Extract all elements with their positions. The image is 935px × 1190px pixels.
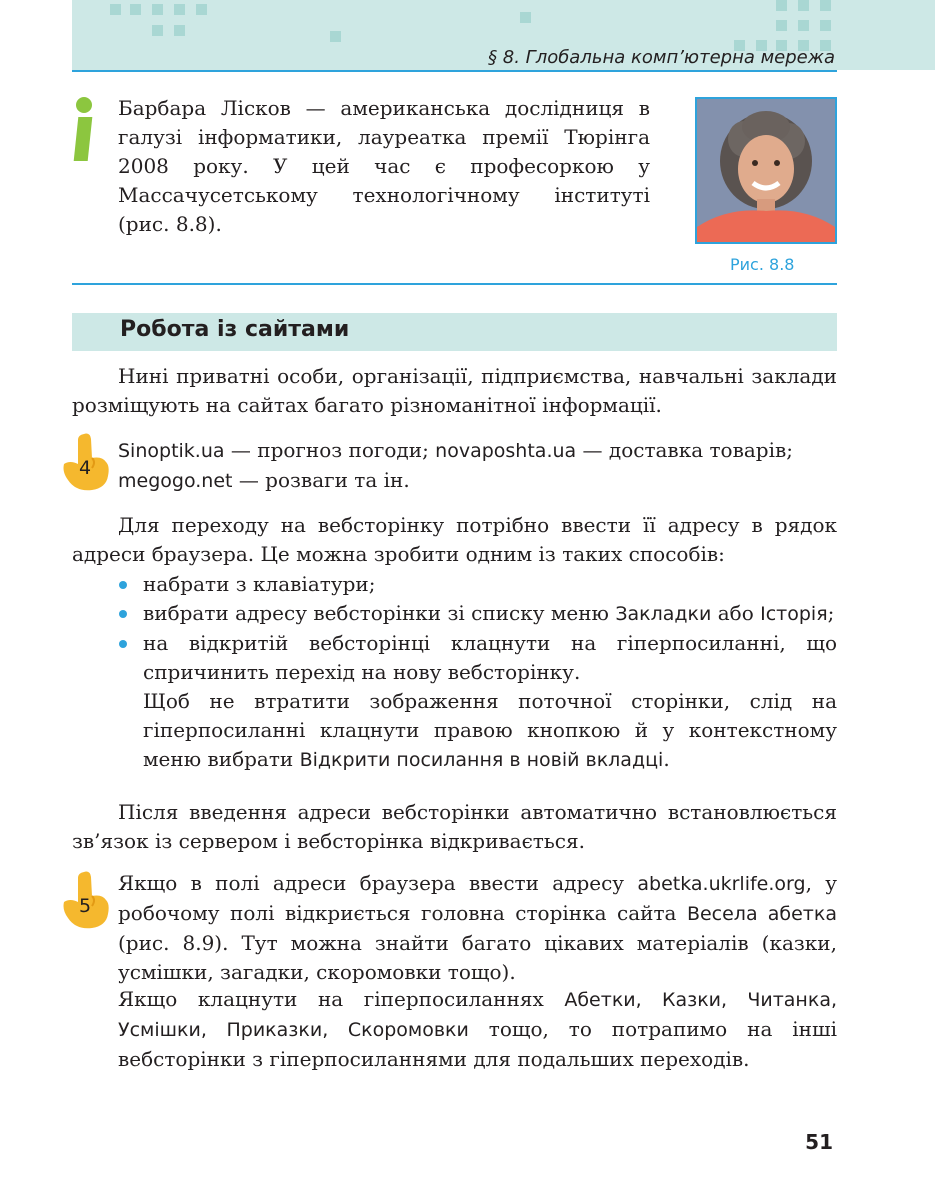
menu-term: Відкрити посилання в новій вкладці	[299, 749, 664, 771]
transition-paragraph: Для переходу на вебсторінку потрібно ввести її адресу в рядок адреси браузера. Це можна зробити одним із таких способів:	[72, 513, 837, 566]
site-name: novaposhta.ua	[435, 440, 577, 462]
menu-term: Історія	[760, 603, 828, 625]
site-name: abetka.ukrlife.org	[637, 873, 806, 895]
section-divider	[72, 283, 837, 285]
list-item: набрати з клавіатури;	[117, 570, 837, 599]
decor-square	[776, 0, 787, 11]
page-number: 51	[805, 1130, 833, 1154]
decor-square	[820, 20, 831, 31]
decor-square	[820, 0, 831, 11]
figure-caption: Рис. 8.8	[730, 255, 795, 274]
decor-square	[520, 12, 531, 23]
example-5-paragraph-1: Якщо в полі адреси браузера ввести адресу abetka.ukrlife.org, у робочому полі відкриється головна сторінка сайта Весела абетка (рис. 8.9). Тут можна знайти багато цікавих матеріалів (казки, усмішки, загадки, скоромовки тощо).	[118, 871, 838, 984]
site-title: Весела абетка	[686, 903, 837, 925]
intro-paragraph: Нині приватні особи, організації, підприємства, навчальні заклади розміщують на сайтах багато різноманітної інформації.	[72, 364, 837, 417]
example-5-paragraph-2: Якщо клацнути на гіперпосиланнях Абетки, Казки, Читанка, Усмішки, Приказки, Скоромовки тощо, то потрапимо на інші вебсторінки з гіперпосиланнями для подальших переходів.	[118, 987, 837, 1071]
example-number: 5	[78, 895, 92, 917]
decor-square	[152, 25, 163, 36]
decor-square	[130, 4, 141, 15]
decor-square	[776, 20, 787, 31]
decor-square	[798, 20, 809, 31]
info-text: Барбара Лісков — американська дослідниця в галузі інформатики, лауреатка премії Тюрінга 2008 року. У цей час є професоркою у Массачусетському технологічному інституті (рис. 8.8).	[118, 96, 650, 236]
section-title: Робота із сайтами	[120, 317, 350, 342]
site-name: megogo.net	[118, 470, 233, 492]
portrait-illustration	[697, 99, 835, 242]
link-names: Абетки, Казки, Читанка, Усмішки, Приказки, Скоромовки	[118, 989, 837, 1041]
decor-square	[152, 4, 163, 15]
example-4-text: Sinoptik.ua — прогноз погоди; novaposhta.ua — доставка товарів; megogo.net — розваги та ін.	[118, 438, 793, 492]
decor-square	[330, 31, 341, 42]
list-item: вибрати адресу вебсторінки зі списку меню Закладки або Історія;	[117, 599, 837, 629]
site-name: Sinoptik.ua	[118, 440, 225, 462]
pointing-hand-icon	[62, 870, 116, 930]
running-head: § 8. Глобальна комп’ютерна мережа	[488, 47, 835, 68]
decor-square	[174, 25, 185, 36]
decor-square	[110, 4, 121, 15]
list-note: Щоб не втратити зображення поточної сторінки, слід на гіперпосиланні клацнути правою кнопкою й у контекстному меню вибрати Відкрити посилання в новій вкладці.	[143, 689, 837, 771]
decor-square	[174, 4, 185, 15]
header-rule	[72, 70, 837, 72]
menu-term: Закладки	[615, 603, 712, 625]
list-item: на відкритій вебсторінці клацнути на гіперпосиланні, що спричинить перехід на нову вебсторінку.	[117, 629, 837, 687]
decor-square	[196, 4, 207, 15]
example-number: 4	[78, 457, 92, 479]
decor-square	[798, 0, 809, 11]
portrait-photo	[695, 97, 837, 244]
after-paragraph: Після введення адреси вебсторінки автоматично встановлюється зв’язок із сервером і вебсторінка відкривається.	[72, 800, 837, 853]
section-heading-band	[72, 313, 837, 351]
info-icon	[74, 97, 94, 165]
methods-list	[117, 570, 837, 775]
pointing-hand-icon	[62, 432, 116, 492]
